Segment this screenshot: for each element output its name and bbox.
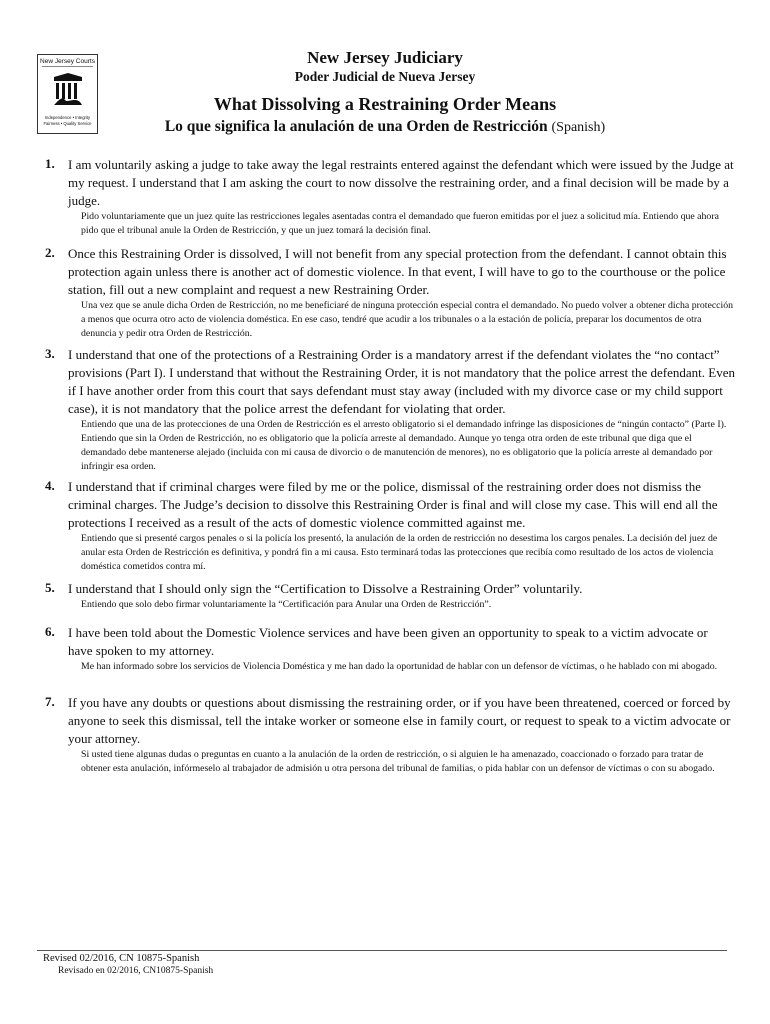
list-item [45, 346, 735, 474]
item-number: 3. [45, 346, 55, 361]
item-text-en: If you have any doubts or questions about dismissing the restraining order, or if you have been threatened, coerced or forced by anyone to seek this dismissal, tell the intake worker or someone else in family court, or request to speak to a victim advocate or your attorney. [68, 695, 731, 746]
logo-tagline-2: Fairness • Quality Service [43, 121, 92, 126]
language-label: (Spanish) [551, 120, 606, 135]
document-title-es [0, 118, 770, 136]
revision-note-en: Revised 02/2016, CN 10875-Spanish [43, 953, 200, 964]
logo-title: New Jersey Courts [40, 58, 95, 65]
list-item [45, 694, 735, 776]
item-text-en: I understand that I should only sign the “Certification to Dissolve a Restraining Order” voluntarily. [68, 581, 583, 596]
item-text-es: Entiendo que una de las protecciones de una Orden de Restricción es el arresto obligatorio si el demandado infringe las disposiciones de “ningún contacto” (Parte I). Entiendo que sin la Orden de Restricción, no es obligatorio que la policía arreste al demandado. Aunque yo tenga otra orden de este tribunal que diga que el demandado debe mantenerse alejado (incluida con mi causa de divorcio o de manutención de menores), no es obligatorio que la policía arreste al demandado por infringir esa orden. [81, 419, 727, 472]
item-text-en: Once this Restraining Order is dissolved, I will not benefit from any special protection from the defendant. I cannot obtain this protection again unless there is another act of domestic violence. In that event, I will have to go to the courthouse or the police station, fill out a new complaint and request a new Restraining Order. [68, 246, 727, 297]
item-text-es: Entiendo que si presenté cargos penales o si la policía los presentó, la anulación de la orden de restricción no desestima los cargos penales. La decisión del juez de anular esta Orden de Restricción es definitiva, y pondrá fin a mi causa. Esto terminará todas las protecciones que recibía como resultado de los actos de violencia doméstica cometidos contra mí. [81, 533, 718, 572]
document-title-es-text: Lo que significa la anulación de una Orden de Restricción [164, 118, 548, 135]
list-item [45, 245, 735, 341]
revision-note-es: Revisado en 02/2016, CN10875-Spanish [58, 966, 214, 976]
judiciary-title-es: Poder Judicial de Nueva Jersey [294, 69, 476, 84]
item-text-es: Una vez que se anule dicha Orden de Restricción, no me beneficiaré de ninguna protección especial contra el demandado. No puedo volver a obtener dicha protección a menos que ocurra otro acto de violencia doméstica. En ese caso, tendré que acudir a los tribunales o a la estación de policía, preparar los documentos de otra denuncia y pedir otra Orden de Restricción. [81, 300, 734, 339]
item-text-en: I understand that one of the protections of a Restraining Order is a mandatory arrest if the defendant violates the “no contact” provisions (Part I). I understand that without the Restraining Order, it is not mandatory that the police arrest the defendant. Even if I have another order from this court that says defendant must stay away (included with my divorce case or my child support case), it is not mandatory that the police arrest the defendant for violating that order. [68, 347, 735, 416]
list-item [45, 478, 735, 574]
judiciary-title-en: New Jersey Judiciary [307, 48, 463, 67]
list-item [45, 624, 735, 674]
list-item [45, 580, 735, 612]
item-number: 4. [45, 478, 55, 493]
item-number: 5. [45, 580, 55, 595]
document-title-en: What Dissolving a Restraining Order Means [213, 94, 557, 114]
item-text-en: I understand that if criminal charges were filed by me or the police, dismissal of the restraining order does not dismiss the criminal charges. The Judge’s decision to dissolve this Restraining Order is final and will close my case. This will end all the protections I received as a result of the acts of domestic violence committed against me. [68, 479, 718, 530]
item-text-es: Si usted tiene algunas dudas o preguntas en cuanto a la anulación de la orden de restricción, o si alguien le ha amenazado, coaccionado o forzado para tratar de obtener esta anulación, infórmeselo al trabajador de admisión u otra persona del tribunal de familias, o pida hablar con un defensor de víctimas o con su abogado. [81, 749, 715, 774]
item-text-es: Entiendo que solo debo firmar voluntariamente la “Certificación para Anular una Orden de Restricción”. [81, 599, 492, 610]
item-number: 7. [45, 694, 55, 709]
footer-divider [37, 950, 727, 951]
item-text-es: Pido voluntariamente que un juez quite las restricciones legales asentadas contra el demandado que fueron emitidas por el juez a solicitud mía. Entiendo que ahora pido que el tribunal anule la Orden de Restricción, y que un juez tomará la decisión final. [81, 211, 719, 236]
list-item [45, 156, 735, 238]
item-number: 2. [45, 245, 55, 260]
item-text-es: Me han informado sobre los servicios de Violencia Doméstica y me han dado la oportunidad de hablar con un defensor de víctimas, o he hablado con mi abogado. [81, 661, 718, 672]
item-text-en: I have been told about the Domestic Violence services and have been given an opportunity to speak to a victim advocate or have spoken to my attorney. [68, 625, 708, 658]
logo-tagline-1: Independence • Integrity [44, 115, 91, 120]
item-number: 6. [45, 624, 55, 639]
item-number: 1. [45, 156, 55, 171]
item-text-en: I am voluntarily asking a judge to take away the legal restraints entered against the defendant which were issued by the Judge at my request. I understand that I am asking the court to now dissolve the restraining order, and a final decision will be made by a judge. [68, 157, 734, 208]
